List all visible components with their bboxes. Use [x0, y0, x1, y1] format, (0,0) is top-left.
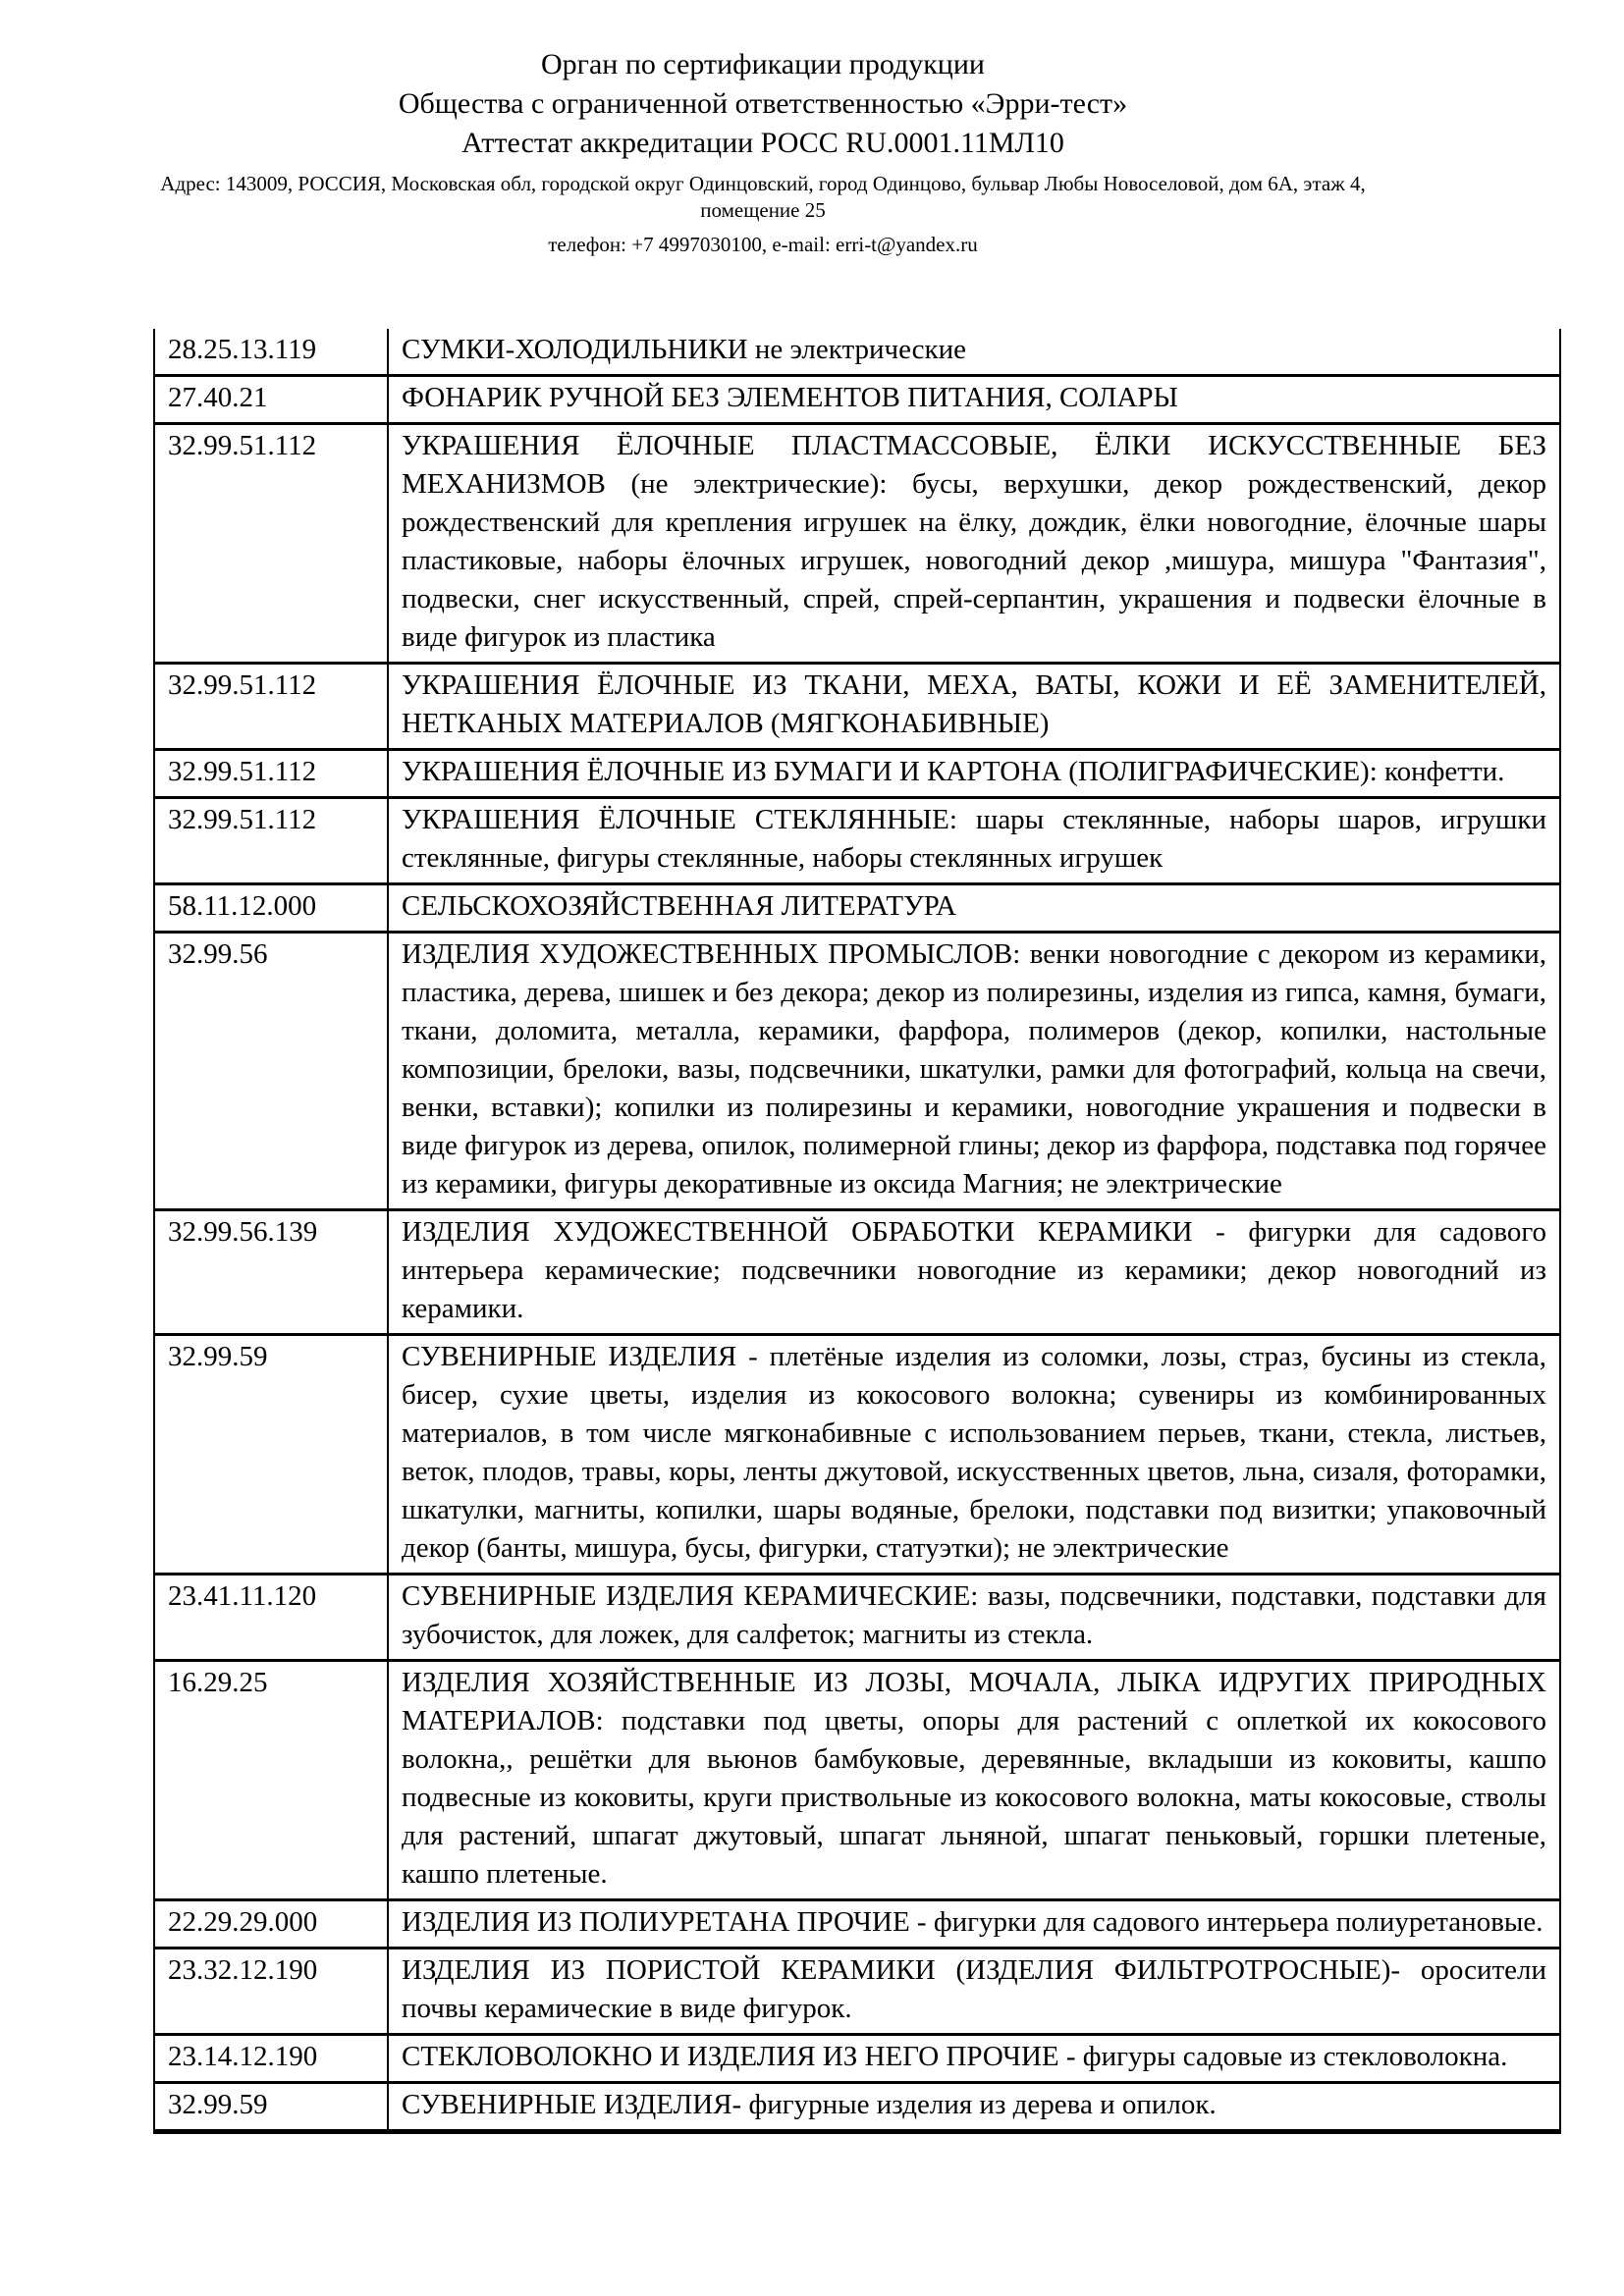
product-description-cell: СТЕКЛОВОЛОКНО И ИЗДЕЛИЯ ИЗ НЕГО ПРОЧИЕ - фигуры садовые из стекловолокна. [388, 2035, 1560, 2083]
table-row [154, 933, 1560, 1210]
product-description-cell: УКРАШЕНИЯ ЁЛОЧНЫЕ ПЛАСТМАССОВЫЕ, ЁЛКИ ИСКУССТВЕННЫЕ БЕЗ МЕХАНИЗМОВ (не электрические): бусы, верхушки, декор рождественский, декор рождественский для крепления игрушек на ёлку, дождик, ёлки новогодние, ёлочные шары пластиковые, наборы ёлочных игрушек, новогодний декор ,мишура, мишура "Фантазия", подвески, снег искусственный, спрей, спрей-серпантин, украшения и подвески ёлочные в виде фигурок из пластика [388, 424, 1560, 664]
product-description-cell: УКРАШЕНИЯ ЁЛОЧНЫЕ СТЕКЛЯННЫЕ: шары стеклянные, наборы шаров, игрушки стеклянные, фигуры стеклянные, наборы стеклянных игрушек [388, 798, 1560, 884]
product-description-cell: СУВЕНИРНЫЕ ИЗДЕЛИЯ - плетёные изделия из соломки, лозы, страз, бусины из стекла, бисер, сухие цветы, изделия из кокосового волокна; сувениры из комбинированных материалов, в том числе мягконабивные с использованием перьев, ткани, стекла, листьев, веток, плодов, травы, коры, ленты джутовой, искусственных цветов, льна, сизаля, фоторамки, шкатулки, магниты, копилки, шары водяные, брелоки, подставки под визитки; упаковочный декор (банты, мишура, бусы, фигурки, статуэтки); не электрические [388, 1335, 1560, 1575]
org-title-line-2: Общества с ограниченной ответственностью «Эрри-тест» [398, 87, 1128, 120]
product-code-cell: 32.99.51.112 [154, 798, 388, 884]
product-code-cell: 32.99.51.112 [154, 424, 388, 664]
product-description-cell: УКРАШЕНИЯ ЁЛОЧНЫЕ ИЗ БУМАГИ И КАРТОНА (ПОЛИГРАФИЧЕСКИЕ): конфетти. [388, 750, 1560, 798]
product-code-cell: 22.29.29.000 [154, 1900, 388, 1949]
accreditation-line: Аттестат аккредитации РОСС RU.0001.11МЛ10 [461, 127, 1064, 159]
table-row [154, 1900, 1560, 1949]
contact-line: телефон: +7 4997030100, e-mail: erri-t@yandex.ru [548, 233, 978, 256]
product-code-cell: 23.14.12.190 [154, 2035, 388, 2083]
table-row [154, 1210, 1560, 1335]
table-row [154, 1575, 1560, 1661]
org-title-line-1: Орган по сертификации продукции [541, 48, 985, 80]
product-code-cell: 32.99.51.112 [154, 664, 388, 750]
product-code-cell: 32.99.51.112 [154, 750, 388, 798]
product-description-cell: ИЗДЕЛИЯ ИЗ ПОРИСТОЙ КЕРАМИКИ (ИЗДЕЛИЯ ФИЛЬТРОТРОСНЫЕ)- оросители почвы керамические в виде фигурок. [388, 1949, 1560, 2035]
table-row [154, 1661, 1560, 1900]
table-row [154, 1335, 1560, 1575]
product-codes-table-body [154, 329, 1560, 2132]
table-row [154, 2035, 1560, 2083]
table-row [154, 1949, 1560, 2035]
product-code-cell: 28.25.13.119 [154, 329, 388, 376]
table-row [154, 750, 1560, 798]
product-description-cell: ФОНАРИК РУЧНОЙ БЕЗ ЭЛЕМЕНТОВ ПИТАНИЯ, СОЛАРЫ [388, 376, 1560, 424]
product-description-cell: СУВЕНИРНЫЕ ИЗДЕЛИЯ- фигурные изделия из дерева и опилок. [388, 2083, 1560, 2132]
product-code-cell: 16.29.25 [154, 1661, 388, 1900]
header-spacer [0, 163, 1526, 171]
product-code-cell: 32.99.56 [154, 933, 388, 1210]
product-code-cell: 32.99.56.139 [154, 1210, 388, 1335]
document-header [0, 45, 1526, 258]
product-description-cell: ИЗДЕЛИЯ ХУДОЖЕСТВЕННОЙ ОБРАБОТКИ КЕРАМИКИ - фигурки для садового интерьера керамические; подсвечники новогодние из керамики; декор новогодний из керамики. [388, 1210, 1560, 1335]
product-code-cell: 32.99.59 [154, 1335, 388, 1575]
product-description-cell: СЕЛЬСКОХОЗЯЙСТВЕННАЯ ЛИТЕРАТУРА [388, 884, 1560, 933]
table-row [154, 798, 1560, 884]
product-codes-table [153, 329, 1561, 2134]
table-row [154, 424, 1560, 664]
product-description-cell: СУМКИ-ХОЛОДИЛЬНИКИ не электрические [388, 329, 1560, 376]
address-line-1: Адрес: 143009, РОССИЯ, Московская обл, городской округ Одинцовский, город Одинцово, бульвар Любы Новоселовой, дом 6А, этаж 4, [160, 172, 1366, 195]
product-code-cell: 32.99.59 [154, 2083, 388, 2132]
product-code-cell: 58.11.12.000 [154, 884, 388, 933]
product-code-cell: 23.32.12.190 [154, 1949, 388, 2035]
product-description-cell: ИЗДЕЛИЯ ХУДОЖЕСТВЕННЫХ ПРОМЫСЛОВ: венки новогодние с декором из керамики, пластика, дерева, шишек и без декора; декор из полирезины, изделия из гипса, камня, бумаги, ткани, доломита, металла, керамики, фарфора, полимеров (декор, копилки, настольные композиции, брелоки, вазы, подсвечники, шкатулки, рамки для фотографий, кольца на свечи, венки, вставки); копилки из полирезины и керамики, новогодние украшения и подвески в виде фигурок из дерева, опилок, полимерной глины; декор из фарфора, подставка под горячее из керамики, фигуры декоративные из оксида Магния; не электрические [388, 933, 1560, 1210]
table-row [154, 2083, 1560, 2132]
table-row [154, 376, 1560, 424]
product-description-cell: УКРАШЕНИЯ ЁЛОЧНЫЕ ИЗ ТКАНИ, МЕХА, ВАТЫ, КОЖИ И ЕЁ ЗАМЕНИТЕЛЕЙ, НЕТКАНЫХ МАТЕРИАЛОВ (МЯГКОНАБИВНЫЕ) [388, 664, 1560, 750]
product-code-cell: 27.40.21 [154, 376, 388, 424]
table-row [154, 884, 1560, 933]
header-spacer [0, 224, 1526, 232]
product-description-cell: ИЗДЕЛИЯ ИЗ ПОЛИУРЕТАНА ПРОЧИЕ - фигурки для садового интерьера полиуретановые. [388, 1900, 1560, 1949]
address-line-2: помещение 25 [700, 198, 826, 222]
product-description-cell: СУВЕНИРНЫЕ ИЗДЕЛИЯ КЕРАМИЧЕСКИЕ: вазы, подсвечники, подставки, подставки для зубочисток, для ложек, для салфеток; магниты из стекла. [388, 1575, 1560, 1661]
table-row [154, 329, 1560, 376]
table-row [154, 664, 1560, 750]
product-description-cell: ИЗДЕЛИЯ ХОЗЯЙСТВЕННЫЕ ИЗ ЛОЗЫ, МОЧАЛА, ЛЫКА ИДРУГИХ ПРИРОДНЫХ МАТЕРИАЛОВ: подставки под цветы, опоры для растений с оплеткой их кокосового волокна,, решётки для вьюнов бамбуковые, деревянные, вкладыши из коковиты, кашпо подвесные из коковиты, круги приствольные из кокосового волокна, маты кокосовые, стволы для растений, шпагат джутовый, шпагат льняной, шпагат пеньковый, горшки плетеные, кашпо плетеные. [388, 1661, 1560, 1900]
product-code-cell: 23.41.11.120 [154, 1575, 388, 1661]
